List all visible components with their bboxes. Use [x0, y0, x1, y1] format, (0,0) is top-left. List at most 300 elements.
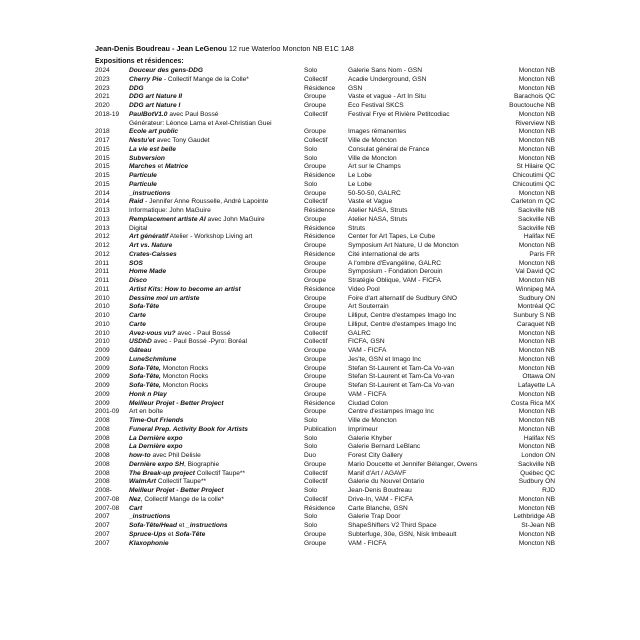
row-title-emphasis: Matrice — [164, 163, 189, 171]
row-year: 2009 — [95, 373, 110, 381]
row-title-emphasis: Time-Out Friends — [129, 417, 184, 424]
row-location — [519, 496, 555, 505]
row-type: Groupe — [304, 460, 326, 468]
exhibition-row — [95, 155, 555, 164]
row-venue: Art sur le Champs — [348, 163, 401, 171]
row-type: Groupe — [304, 303, 326, 311]
row-title-text: Digital — [129, 224, 148, 232]
row-location — [519, 365, 555, 374]
exhibition-row — [95, 496, 555, 505]
row-title — [129, 76, 304, 85]
row-title — [129, 487, 304, 496]
row-year: 2007-08 — [95, 495, 120, 503]
row-title — [129, 163, 304, 172]
exhibition-row — [95, 137, 555, 146]
exhibition-row — [95, 102, 555, 111]
row-year: 2018-19 — [95, 110, 120, 118]
row-year: 2007 — [95, 513, 110, 521]
row-type: Collectif — [304, 75, 328, 83]
row-year: 2015 — [95, 163, 110, 171]
row-type: Solo — [304, 443, 318, 451]
row-location-text: Moncton NB — [518, 145, 555, 153]
row-venue: Mario Doucette et Jennifer Bélanger, Owens — [348, 460, 478, 468]
row-venue: Jes'te, GSN et Imago Inc — [348, 355, 422, 363]
row-type: Solo — [304, 417, 318, 424]
row-location-text: Moncton NB — [518, 425, 555, 433]
row-title-emphasis: Meilleur Projet - Better Project — [129, 399, 224, 407]
row-title-emphasis: Honk n Play — [129, 390, 167, 398]
row-venue: Galerie Khyber — [348, 434, 392, 442]
row-title-text: Moncton Rocks — [160, 373, 209, 381]
row-year: 2008 — [95, 425, 110, 433]
row-title — [129, 190, 304, 199]
row-title — [129, 347, 304, 356]
row-year: 2015 — [95, 145, 110, 153]
row-type: Solo — [304, 434, 318, 442]
row-location — [512, 172, 555, 181]
row-title — [129, 102, 304, 111]
row-type: Solo — [304, 522, 318, 529]
row-location — [518, 216, 555, 225]
row-location — [519, 540, 555, 549]
row-location-text: Sudbury ON — [518, 478, 555, 486]
row-title — [129, 443, 304, 452]
row-title — [129, 330, 304, 339]
row-venue: Stefan St-Laurent et Tam-Ca Vo-van — [348, 364, 455, 372]
row-location — [519, 426, 555, 435]
row-location-text: London ON — [521, 452, 555, 459]
row-year: 2015 — [95, 154, 110, 162]
exhibition-row — [95, 338, 555, 347]
row-title-emphasis: Klaxophonie — [129, 539, 169, 547]
row-title — [129, 478, 304, 487]
row-title-emphasis: Sofa-Tête — [129, 303, 160, 311]
row-title-text: , Collectif Mange de la colle* — [140, 495, 224, 503]
row-type: Résidence — [304, 399, 336, 407]
row-location-text: Moncton NB — [518, 443, 555, 451]
row-title-emphasis: Nez — [129, 495, 141, 503]
row-type: Groupe — [304, 215, 326, 223]
row-type: Solo — [304, 180, 318, 188]
row-title — [129, 540, 304, 549]
row-venue: Le Lobe — [348, 172, 372, 179]
row-venue: Le Lobe — [348, 180, 372, 188]
row-type: Collectif — [304, 469, 328, 477]
row-venue: Galerie Sans Nom - GSN — [348, 67, 423, 74]
row-location — [519, 330, 555, 339]
exhibition-row — [95, 461, 555, 470]
exhibition-row — [95, 277, 555, 286]
row-location-text: Val David QC — [515, 268, 555, 276]
row-venue: Vaste et vague - Art In Situ — [348, 93, 426, 101]
row-title-text: avec - Paul Bossé -Pyro: Boréal — [151, 338, 248, 346]
row-venue: 50-50-50, GALRC — [348, 189, 401, 197]
row-title — [129, 426, 304, 435]
row-title-emphasis: École art public — [129, 128, 179, 136]
row-venue: Ville de Moncton — [348, 417, 397, 424]
row-venue: Stratégie Oblique, VAM - FICFA — [348, 277, 441, 284]
row-location-text: Lethbridge AB — [513, 513, 555, 521]
row-title-text: Art en boîte — [129, 408, 164, 416]
row-title-emphasis: Funeral Prep. Activity Book for Artists — [129, 425, 248, 433]
row-year: 2017 — [95, 137, 110, 144]
row-location — [516, 286, 555, 295]
row-title — [129, 461, 304, 470]
exhibition-row — [95, 198, 555, 207]
row-location-text: Moncton NB — [518, 504, 555, 512]
row-year: 2023 — [95, 75, 110, 83]
row-type: Groupe — [304, 102, 326, 109]
row-year: 2012 — [95, 242, 110, 249]
exhibition-row — [95, 242, 555, 251]
row-title-emphasis: Dernière expo SH — [129, 460, 184, 468]
exhibition-row — [95, 382, 555, 391]
row-title-text: , Biographie — [183, 460, 220, 468]
row-title — [129, 470, 304, 479]
row-location-text: Moncton NB — [518, 84, 555, 92]
row-location — [515, 111, 555, 129]
row-year: 2013 — [95, 207, 110, 214]
exhibition-row — [95, 505, 555, 514]
row-venue: GSN — [348, 84, 363, 92]
row-type: Résidence — [304, 84, 336, 92]
row-venue: Lilliput, Centre d'estampes Imago Inc — [348, 320, 457, 328]
row-title — [129, 312, 304, 321]
row-location-text: Moncton NB — [518, 154, 555, 162]
exhibition-row — [95, 190, 555, 199]
row-venue: Video Pool — [348, 285, 380, 293]
row-venue: Acadie Underground, GSN — [348, 75, 427, 83]
row-type: Groupe — [304, 128, 326, 136]
row-location — [519, 76, 555, 85]
row-year: 2007-08 — [95, 504, 120, 512]
row-year: 2009 — [95, 364, 110, 372]
row-year: 2011 — [95, 285, 110, 293]
row-year: 2007 — [95, 522, 110, 529]
row-venue: Symposium - Fondation Derouin — [348, 268, 443, 276]
row-title-emphasis: Disco — [129, 277, 147, 284]
row-title-emphasis: Cherry Pie — [129, 75, 162, 83]
row-location-text: Moncton NB — [518, 417, 555, 424]
row-location — [519, 146, 555, 155]
row-title-emphasis: Particule — [129, 180, 157, 188]
row-type: Groupe — [304, 408, 326, 416]
row-year: 2010 — [95, 303, 110, 311]
row-venue: Forest City Gallery — [348, 452, 403, 459]
row-venue: Galerie du Nouvel Ontario — [348, 478, 425, 486]
row-location-text: Québec QC — [520, 469, 555, 477]
row-type: Collectif — [304, 495, 328, 503]
row-title-emphasis: SOS — [129, 259, 143, 267]
row-location — [519, 356, 555, 365]
row-venue: Consulat général de France — [348, 145, 430, 153]
row-location — [517, 163, 555, 172]
row-type: Groupe — [304, 242, 326, 249]
exhibition-row — [95, 111, 555, 129]
row-venue: Atelier NASA, Struts — [348, 207, 408, 214]
row-location — [519, 443, 555, 452]
row-type: Solo — [304, 154, 318, 162]
row-title — [129, 382, 304, 391]
row-location — [511, 400, 555, 409]
exhibition-row — [95, 251, 555, 260]
row-venue: Galerie Trap Door — [348, 513, 401, 521]
exhibition-row — [95, 260, 555, 269]
row-title-text: avec - Paul Bossé — [175, 329, 231, 337]
row-year: 2008 — [95, 478, 110, 486]
row-type: Publication — [304, 425, 337, 433]
row-location-text: Paris FR — [529, 250, 555, 258]
row-year: 2010 — [95, 312, 110, 319]
exhibition-row — [95, 207, 555, 216]
row-year: 2009 — [95, 382, 110, 389]
row-type: Groupe — [304, 93, 326, 101]
row-title-emphasis: Nestu'et — [129, 137, 155, 144]
row-title-text: et — [166, 530, 176, 538]
row-venue: Imprimeur — [348, 425, 378, 433]
row-venue: Symposium Art Nature, U de Moncton — [348, 242, 459, 249]
exhibition-row — [95, 531, 555, 540]
exhibition-row — [95, 330, 555, 339]
row-title-emphasis: Artist Kits: How to become an artist — [129, 285, 241, 293]
row-title — [129, 111, 304, 129]
row-type: Groupe — [304, 373, 326, 381]
row-type: Groupe — [304, 364, 326, 372]
row-location — [516, 268, 555, 277]
document-header — [95, 44, 354, 53]
row-title-emphasis: Sofa-Tête/Head — [129, 522, 177, 529]
row-title-text: Informatique: John MaGuire — [129, 207, 211, 214]
row-location-text: Moncton NB — [518, 355, 555, 363]
row-title — [129, 286, 304, 295]
row-title-emphasis: PaulBotV1.0 — [129, 110, 168, 118]
row-title-emphasis: Spruce-Ups — [129, 530, 167, 538]
exhibition-row — [95, 513, 555, 522]
row-location — [519, 531, 555, 540]
row-venue: Ville de Moncton — [348, 154, 397, 162]
row-location — [509, 102, 555, 111]
exhibition-row — [95, 146, 555, 155]
exhibition-row — [95, 540, 555, 549]
row-title-emphasis: Carte — [129, 312, 146, 319]
exhibition-row — [95, 417, 555, 426]
exhibition-row — [95, 373, 555, 382]
author-address: 12 rue Waterloo Moncton NB E1C 1A8 — [228, 44, 354, 53]
exhibition-row — [95, 435, 555, 444]
row-title — [129, 225, 304, 234]
exhibition-row — [95, 67, 555, 76]
row-type: Collectif — [304, 110, 328, 118]
exhibition-row — [95, 76, 555, 85]
row-year: 2001-09 — [95, 408, 120, 416]
row-location-text: Caraquet NB — [516, 320, 555, 328]
row-type: Résidence — [304, 250, 336, 258]
row-title — [129, 338, 304, 347]
row-title — [129, 155, 304, 164]
row-venue: Ville de Moncton — [348, 137, 397, 144]
row-location-text: Chicoutimi QC — [512, 172, 555, 179]
row-venue: Éco Festival SKCS — [348, 102, 404, 109]
row-year: 2008 — [95, 452, 110, 459]
row-type: Groupe — [304, 277, 326, 284]
row-type: Groupe — [304, 390, 326, 398]
row-location-text: Lafayette LA — [517, 382, 555, 389]
row-location — [518, 225, 555, 234]
row-year: 2024 — [95, 67, 110, 74]
row-title-emphasis: how-to — [129, 452, 151, 459]
row-title — [129, 513, 304, 522]
row-venue: VAM - FICFA — [348, 539, 387, 547]
row-location-text: Moncton NB — [518, 338, 555, 346]
row-location — [529, 251, 555, 260]
row-title-emphasis: Marches — [129, 163, 156, 171]
row-title-emphasis: Sofa-Tête, — [129, 364, 161, 372]
exhibition-row — [95, 347, 555, 356]
exhibition-row — [95, 303, 555, 312]
row-title — [129, 260, 304, 269]
row-type: Groupe — [304, 163, 326, 171]
row-title-text: avec Paul Bossé — [167, 110, 219, 118]
row-title-emphasis: Crates-Caisses — [129, 250, 177, 258]
row-location — [519, 417, 555, 426]
row-year: 2020 — [95, 102, 110, 109]
row-type: Collectif — [304, 137, 328, 144]
row-year: 2013 — [95, 224, 110, 232]
row-title — [129, 531, 304, 540]
row-venue: Cité international de arts — [348, 250, 420, 258]
row-title — [129, 242, 304, 251]
row-title-emphasis: Sofa-Tête — [175, 530, 206, 538]
row-title-emphasis: Douceur des gens-DDG — [129, 67, 204, 74]
row-year: 2008 — [95, 417, 110, 424]
row-location-text: Moncton NB — [518, 408, 555, 416]
row-type: Résidence — [304, 233, 336, 241]
row-location-text: Bouctouche NB — [509, 102, 555, 109]
row-location-text: Moncton NB — [518, 242, 555, 249]
row-title — [129, 417, 304, 426]
row-year: 2010 — [95, 320, 110, 328]
row-year: 2008 — [95, 469, 110, 477]
row-location-text: Moncton NB — [518, 347, 555, 354]
row-title — [129, 356, 304, 365]
exhibition-row — [95, 391, 555, 400]
row-year: 2011 — [95, 277, 110, 284]
row-title-text: et — [177, 522, 187, 529]
row-location — [519, 155, 555, 164]
row-title-emphasis: La Dernière expo — [129, 434, 183, 442]
row-title-text: Collectif Taupe** — [194, 469, 246, 477]
row-location — [519, 260, 555, 269]
row-location-text: Sackville NB — [517, 215, 555, 223]
row-type: Solo — [304, 487, 318, 494]
exhibition-list — [95, 67, 555, 548]
exhibition-row — [95, 365, 555, 374]
row-location-second-line: Riverview NB — [515, 119, 555, 127]
row-title — [129, 233, 304, 242]
exhibition-row — [95, 443, 555, 452]
row-venue: Ciudad Colon — [348, 399, 388, 407]
row-year: 2023 — [95, 84, 110, 92]
row-title-emphasis: DDG — [129, 84, 144, 92]
row-title — [129, 522, 304, 531]
row-title-emphasis: _instructions — [129, 189, 171, 197]
row-type: Groupe — [304, 320, 326, 328]
row-venue: Stefan St-Laurent et Tam-Ca Vo-van — [348, 373, 455, 381]
row-title — [129, 496, 304, 505]
row-location-text: Halifax NS — [523, 434, 555, 442]
row-location — [519, 277, 555, 286]
row-title-second-line: Générateur: Léonce Lama et Axel-Christian Guei — [129, 119, 272, 127]
row-year: 2013 — [95, 215, 110, 223]
row-title — [129, 85, 304, 94]
row-location — [518, 207, 555, 216]
row-venue: Images rémanentes — [348, 128, 407, 136]
row-location-text: Sackville NB — [517, 207, 555, 214]
exhibition-row — [95, 163, 555, 172]
row-title-emphasis: Art génératif — [129, 233, 169, 241]
row-venue: GALRC — [348, 329, 371, 337]
row-venue: Manif d'Art / AGAVF — [348, 469, 407, 477]
row-title-emphasis: Raid — [129, 198, 144, 206]
row-title — [129, 365, 304, 374]
row-year: 2010 — [95, 329, 110, 337]
row-location-text: Moncton NB — [518, 364, 555, 372]
row-title-text: avec Tony Gaudet — [154, 137, 210, 144]
row-title — [129, 128, 304, 137]
exhibition-row — [95, 295, 555, 304]
row-location — [519, 85, 555, 94]
row-venue: ShapeShifters V2 Third Space — [348, 522, 437, 529]
row-title-emphasis: The Break-up project — [129, 469, 195, 477]
row-type: Solo — [304, 513, 318, 521]
row-year: 2008 — [95, 443, 110, 451]
row-year: 2007 — [95, 530, 110, 538]
row-title-emphasis: Dessine moi un artiste — [129, 294, 200, 302]
row-title-emphasis: Carte — [129, 320, 146, 328]
row-type: Solo — [304, 145, 318, 153]
row-year: 2011 — [95, 268, 110, 276]
row-location-text: Montréal QC — [517, 303, 555, 311]
row-title-emphasis: La vie est belle — [129, 145, 176, 153]
row-location — [518, 382, 555, 391]
row-year: 2009 — [95, 355, 110, 363]
row-location — [519, 137, 555, 146]
row-location — [521, 522, 555, 531]
row-type: Groupe — [304, 382, 326, 389]
row-title-emphasis: Avez-vous vu? — [129, 329, 176, 337]
row-title-emphasis: Cart — [129, 504, 143, 512]
row-title — [129, 216, 304, 225]
row-year: 2009 — [95, 399, 110, 407]
row-venue: Jean-Denis Boudreau — [348, 487, 412, 494]
row-location-text: Moncton NB — [518, 67, 555, 74]
row-location — [519, 347, 555, 356]
row-title-text: Atelier - Workshop Living art — [168, 233, 253, 241]
row-type: Groupe — [304, 294, 326, 302]
row-type: Résidence — [304, 285, 336, 293]
row-location — [519, 67, 555, 76]
row-location-text: Carleton m QC — [511, 198, 555, 206]
row-year: 2011 — [95, 259, 110, 267]
row-title-emphasis: DDG art Nature II — [129, 93, 183, 101]
row-title — [129, 207, 304, 216]
row-title — [129, 391, 304, 400]
author-name: Jean-Denis Boudreau - Jean LeGenou — [95, 44, 227, 53]
row-title-emphasis: Particule — [129, 172, 157, 179]
row-venue: Atelier NASA, Struts — [348, 215, 408, 223]
row-venue: Festival Frye et Rivière Petitcodiac — [348, 110, 450, 118]
row-type: Résidence — [304, 172, 336, 179]
